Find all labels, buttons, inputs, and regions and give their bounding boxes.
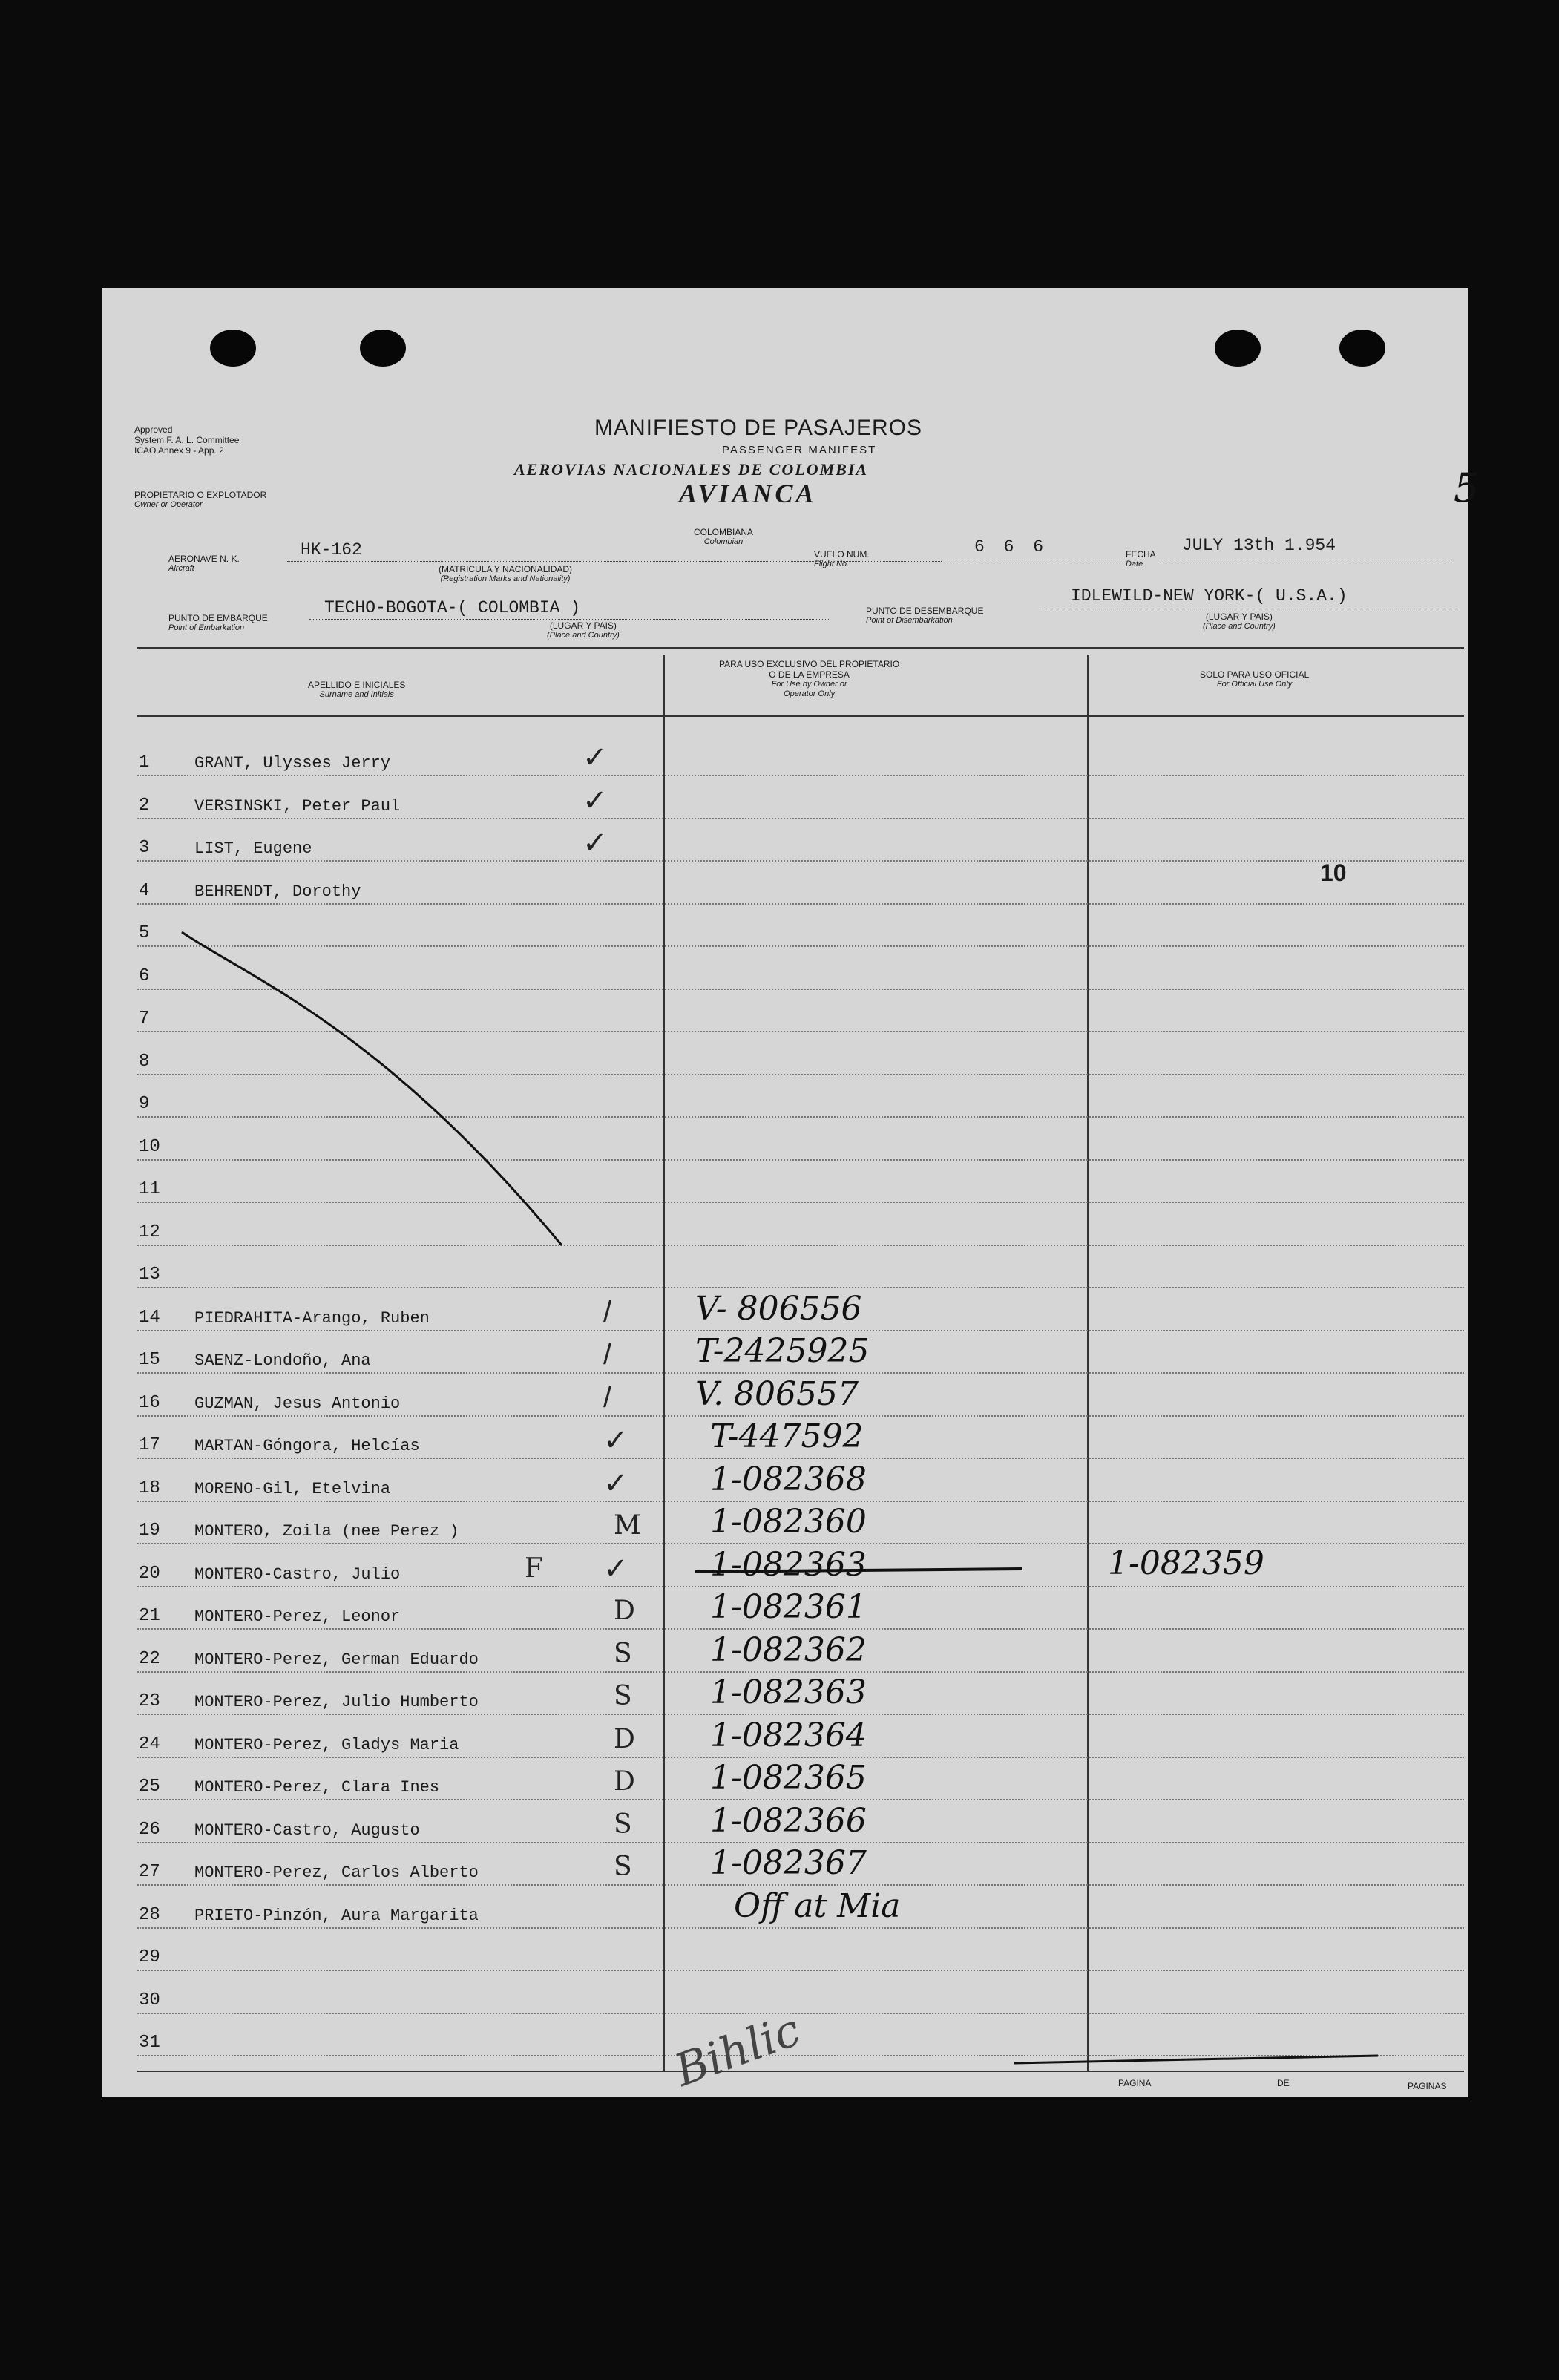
embark-label-es: PUNTO DE EMBARQUE [168, 613, 268, 623]
airline-full: AEROVIAS NACIONALES DE COLOMBIA [514, 460, 869, 479]
flight-label-es: VUELO NUM. [814, 549, 870, 560]
relation-code: S [614, 1852, 632, 1882]
row-number: 3 [139, 838, 150, 858]
row-number: 2 [139, 795, 150, 816]
passenger-name: MONTERO-Perez, Clara Ines [194, 1778, 440, 1797]
aircraft-label-es: AERONAVE N. K. [168, 554, 240, 564]
passenger-name: MORENO-Gil, Etelvina [194, 1479, 391, 1498]
relation-code: D [614, 1766, 635, 1797]
row-number: 22 [139, 1648, 160, 1669]
approved-line: System F. A. L. Committee [134, 435, 240, 445]
owner-label-es: PROPIETARIO O EXPLOTADOR [134, 490, 267, 500]
check-mark: / [603, 1380, 612, 1414]
ticket-number: V. 806557 [695, 1374, 859, 1413]
strike-line [102, 288, 1468, 2097]
passenger-name: PRIETO-Pinzón, Aura Margarita [194, 1906, 479, 1925]
passenger-name: MARTAN-Góngora, Helcías [194, 1437, 420, 1455]
row-number: 20 [139, 1563, 160, 1584]
col-official-en: For Official Use Only [1216, 680, 1293, 689]
row-number: 16 [139, 1392, 160, 1413]
place-label-es: (LUGAR Y PAIS) [549, 620, 617, 631]
passenger-name: MONTERO-Perez, Carlos Alberto [194, 1863, 479, 1882]
relation-code: S [614, 1638, 632, 1669]
passenger-name: PIEDRAHITA-Arango, Ruben [194, 1308, 430, 1328]
ticket-number: 1-082365 [710, 1759, 867, 1797]
ticket-number: 1-082367 [710, 1844, 867, 1882]
row-number: 13 [139, 1265, 160, 1285]
row-number: 18 [139, 1478, 160, 1498]
col-owner-en-1: For Use by Owner or [771, 680, 847, 689]
row-number: 17 [139, 1435, 160, 1455]
ticket-number: 1-082364 [710, 1716, 867, 1754]
col-name-en: Surname and Initials [319, 690, 394, 699]
ticket-number: 1-082366 [710, 1801, 867, 1840]
embark-label-en: Point of Embarkation [168, 623, 245, 632]
row-number: 26 [139, 1819, 160, 1840]
row-number: 7 [139, 1009, 150, 1029]
passenger-name: MONTERO-Castro, Julio [194, 1564, 401, 1584]
row-number: 25 [139, 1777, 160, 1797]
ticket-number: T-2425925 [695, 1332, 870, 1370]
check-mark: ✓ [603, 1424, 628, 1457]
embark-value: TECHO-BOGOTA-( COLOMBIA ) [324, 598, 581, 617]
row-number: 4 [139, 880, 150, 901]
ticket-number: Off at Mia [734, 1886, 901, 1925]
aircraft-label-en: Aircraft [168, 564, 194, 573]
manifest-page [102, 288, 1480, 2097]
relation-code: M [614, 1510, 641, 1541]
passenger-name: MONTERO, Zoila (nee Perez ) [194, 1522, 459, 1541]
airline-short: AVIANCA [679, 479, 817, 508]
relation-code: S [614, 1809, 632, 1840]
passenger-name: MONTERO-Perez, German Eduardo [194, 1650, 479, 1669]
passenger-name: GRANT, Ulysses Jerry [194, 754, 391, 773]
relation-code: D [614, 1723, 635, 1754]
relation-code: F [525, 1553, 543, 1584]
passenger-name: SAENZ-Londoño, Ana [194, 1351, 371, 1370]
place-label-en: (Place and Country) [1203, 622, 1276, 631]
ticket-number: 1-082363 [710, 1545, 867, 1584]
ticket-number: 1-082363 [710, 1673, 867, 1711]
passenger-name: BEHRENDT, Dorothy [194, 882, 361, 901]
passenger-name: GUZMAN, Jesus Antonio [194, 1394, 401, 1413]
col-owner-en-2: Operator Only [784, 689, 836, 698]
owner-label-en: Owner or Operator [134, 500, 203, 509]
of-label: DE [1277, 2078, 1290, 2088]
row-number: 10 [139, 1136, 160, 1157]
ticket-number: V- 806556 [695, 1289, 862, 1328]
strike-stroke [182, 932, 562, 1245]
row-number: 14 [139, 1307, 160, 1328]
registration-label-en: (Registration Marks and Nationality) [440, 574, 571, 583]
disembark-value: IDLEWILD-NEW YORK-( U.S.A.) [1071, 586, 1348, 606]
official-mark: 10 [1320, 859, 1347, 886]
row-number: 19 [139, 1521, 160, 1541]
row-number: 28 [139, 1904, 160, 1925]
passenger-name: MONTERO-Perez, Leonor [194, 1607, 401, 1626]
row-28-dash [1014, 2056, 1378, 2063]
row-number: 12 [139, 1222, 160, 1242]
ticket-number: 1-082360 [710, 1503, 867, 1541]
flight-value: 6 6 6 [974, 537, 1048, 557]
row-number: 29 [139, 1947, 160, 1967]
approved-line: ICAO Annex 9 - App. 2 [134, 445, 224, 456]
passenger-name: VERSINSKI, Peter Paul [194, 796, 401, 816]
nationality-text: COLOMBIANA [694, 527, 754, 537]
row-number: 5 [139, 923, 150, 943]
check-mark: / [603, 1295, 612, 1328]
ticket-number: 1-082362 [710, 1630, 867, 1669]
check-mark: / [603, 1338, 612, 1371]
col-official-es: SOLO PARA USO OFICIAL [1200, 669, 1310, 680]
ticket-number: 1-082361 [710, 1588, 867, 1626]
check-mark: ✓ [603, 1552, 628, 1585]
ticket-number: 1-082368 [710, 1460, 867, 1498]
row-number: 23 [139, 1691, 160, 1711]
ticket-number: T-447592 [710, 1417, 864, 1455]
row-number: 24 [139, 1734, 160, 1754]
signature: Bihlic [668, 2004, 807, 2097]
row-number: 11 [139, 1179, 160, 1199]
relation-code: D [614, 1596, 635, 1626]
date-label-es: FECHA [1126, 549, 1156, 560]
registration-label-es: (MATRICULA Y NACIONALIDAD) [439, 564, 573, 574]
row-number: 15 [139, 1350, 160, 1370]
col-owner-es-1: PARA USO EXCLUSIVO DEL PROPIETARIO [719, 659, 900, 669]
passenger-name: MONTERO-Perez, Julio Humberto [194, 1693, 479, 1711]
approved-line: Approved [134, 424, 173, 435]
passenger-name: MONTERO-Perez, Gladys Maria [194, 1735, 459, 1754]
passenger-name: MONTERO-Castro, Augusto [194, 1820, 420, 1840]
row-20-cross-out [695, 1569, 1022, 1572]
disembark-label-en: Point of Disembarkation [866, 616, 953, 625]
row-number: 1 [139, 753, 150, 773]
official-ticket-number: 1-082359 [1108, 1544, 1264, 1582]
row-number: 9 [139, 1094, 150, 1114]
margin-mark: 5 [1454, 465, 1480, 511]
date-label-en: Date [1126, 560, 1143, 568]
title-es: MANIFIESTO DE PASAJEROS [594, 416, 922, 440]
footer-rule [137, 2071, 1464, 2072]
check-mark: ✓ [582, 741, 608, 774]
check-mark: ✓ [582, 827, 608, 859]
flight-label-en: Flight No. [814, 560, 850, 568]
relation-code: S [614, 1681, 632, 1711]
pages-label: PAGINAS [1408, 2081, 1447, 2091]
page-label: PAGINA [1118, 2078, 1152, 2088]
row-number: 31 [139, 2033, 160, 2053]
disembark-label-es: PUNTO DE DESEMBARQUE [866, 606, 984, 616]
col-owner-es-2: O DE LA EMPRESA [769, 669, 850, 680]
check-mark: ✓ [582, 784, 608, 817]
row-number: 6 [139, 966, 150, 986]
aircraft-value: HK-162 [301, 540, 362, 560]
nationality-sub: Colombian [703, 537, 744, 546]
row-number: 21 [139, 1606, 160, 1626]
date-value: JULY 13th 1.954 [1182, 536, 1336, 555]
place-label-es: (LUGAR Y PAIS) [1205, 612, 1273, 622]
row-number: 30 [139, 1990, 160, 2010]
check-mark: ✓ [603, 1466, 628, 1500]
row-number: 27 [139, 1862, 160, 1882]
title-en: PASSENGER MANIFEST [722, 444, 877, 456]
place-label-en: (Place and Country) [547, 631, 620, 640]
col-name-es: APELLIDO E INICIALES [308, 680, 406, 690]
row-number: 8 [139, 1051, 150, 1072]
passenger-name: LIST, Eugene [194, 839, 312, 858]
